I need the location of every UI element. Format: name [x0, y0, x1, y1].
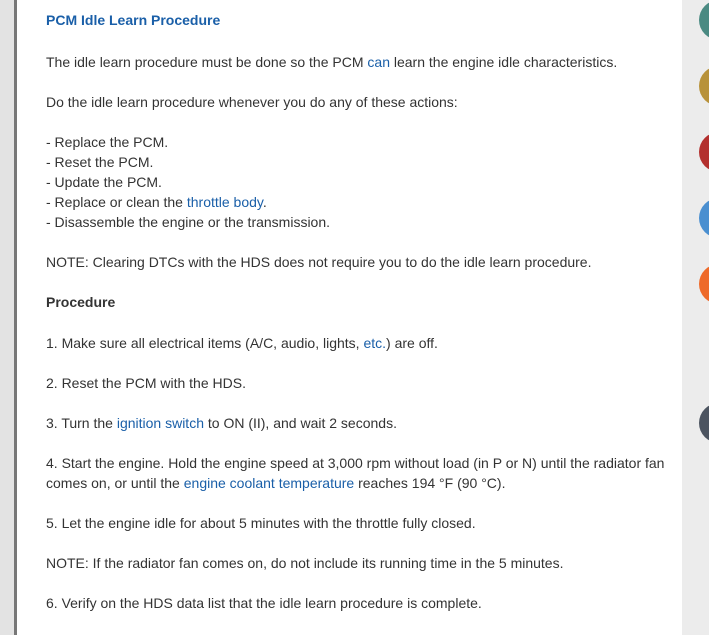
page-title: PCM Idle Learn Procedure	[46, 12, 221, 28]
step-text: reaches 194 °F (90 °C).	[354, 475, 506, 491]
etc-link[interactable]: etc.	[363, 335, 387, 351]
action-text: .	[262, 194, 267, 210]
throttle-body-link[interactable]: throttle body	[186, 194, 263, 210]
step-text: 4. Start the engine. Hold the engine speed at 3,000 rpm without load (in P or N) until the radiator fan comes on, or until the	[46, 455, 665, 491]
side-circle-button[interactable]	[699, 66, 709, 106]
can-link[interactable]: can	[367, 54, 390, 70]
action-item: - Replace the PCM.	[46, 134, 169, 150]
action-item	[46, 192, 267, 212]
step-3	[46, 413, 397, 433]
step-1	[46, 333, 438, 353]
left-rail	[0, 0, 17, 635]
intro-paragraph	[46, 52, 617, 72]
step-6: 6. Verify on the HDS data list that the idle learn procedure is complete.	[46, 595, 482, 611]
step-text: to ON (II), and wait 2 seconds.	[203, 415, 397, 431]
action-text: - Replace or clean the	[46, 194, 187, 210]
step-text: 1. Make sure all electrical items (A/C, audio, lights,	[46, 335, 364, 351]
intro-text-before: The idle learn procedure must be done so the PCM	[46, 54, 368, 70]
action-item: - Update the PCM.	[46, 174, 162, 190]
side-circle-button[interactable]	[699, 0, 709, 40]
ignition-switch-link[interactable]: ignition switch	[116, 415, 204, 431]
step-text: 3. Turn the	[46, 415, 117, 431]
side-circle-button[interactable]	[699, 132, 709, 172]
step-2: 2. Reset the PCM with the HDS.	[46, 375, 246, 391]
do-when-paragraph: Do the idle learn procedure whenever you do any of these actions:	[46, 94, 458, 110]
side-circle-button[interactable]	[699, 198, 709, 238]
side-circle-button[interactable]	[699, 403, 709, 443]
engine-coolant-temperature-link[interactable]: engine coolant temperature	[183, 475, 355, 491]
procedure-heading: Procedure	[46, 294, 116, 310]
step-4	[46, 453, 666, 493]
action-item: - Disassemble the engine or the transmission.	[46, 214, 331, 230]
intro-text-after: learn the engine idle characteristics.	[389, 54, 618, 70]
action-item: - Reset the PCM.	[46, 154, 154, 170]
step-5: 5. Let the engine idle for about 5 minutes with the throttle fully closed.	[46, 515, 476, 531]
note-radiator-fan: NOTE: If the radiator fan comes on, do not include its running time in the 5 minutes.	[46, 555, 564, 571]
document-page	[17, 0, 682, 635]
side-nav-circles	[682, 0, 709, 635]
note-dtc: NOTE: Clearing DTCs with the HDS does not require you to do the idle learn procedure.	[46, 254, 592, 270]
step-text: ) are off.	[386, 335, 438, 351]
side-circle-button[interactable]	[699, 264, 709, 304]
